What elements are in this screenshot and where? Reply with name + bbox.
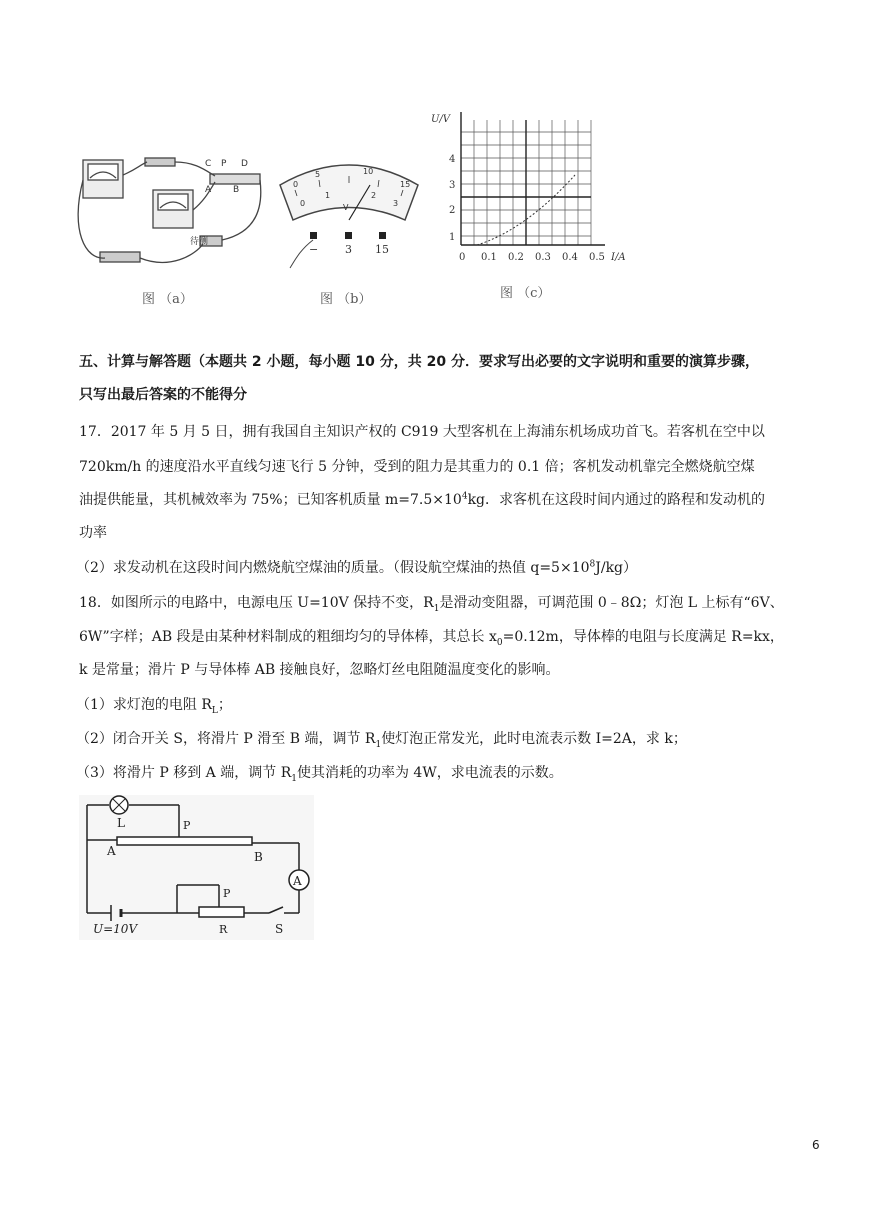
scale-label: 1 [325,191,331,200]
figure-a-caption: 图 （a） [142,292,193,307]
rheostat-label: R [219,923,228,936]
q17-part2-text: （2）求发动机在这段时间内燃烧航空煤油的质量。（假设航空煤油的热值 q=5×10 [76,560,590,576]
svg-text:C: C [205,159,212,169]
x-tick-label: 0 [459,252,466,263]
subscript: 0 [496,637,503,648]
slider-p1-label: P [223,887,231,900]
figure-c-caption: 图 （c） [500,286,551,301]
q17-line4: 功率 [79,525,107,541]
subscript: 1 [433,603,440,614]
scale-label: 0 [293,180,299,189]
section-heading-cont: 只写出最后答案的不能得分 [79,387,247,403]
exponent: 8 [589,559,596,570]
q18-text: （2）闭合开关 S，将滑片 P 滑至 B 端，调节 R [76,731,376,747]
scale-label: 3 [393,199,399,208]
y-tick-label: 2 [449,205,456,216]
subscript: 1 [375,739,382,750]
svg-text:A: A [205,185,212,195]
y-tick-label: 4 [449,154,456,165]
q17-line3-text: 油提供能量，其机械效率为 75%；已知客机质量 m=7.5×10 [79,492,462,508]
scale-label: 5 [315,170,321,179]
figure-b-voltmeter [275,150,423,285]
q18-text: ； [217,697,232,713]
svg-text:B: B [233,185,240,195]
voltage-label: U=10V [93,922,138,936]
q17-line1: 17．2017 年 5 月 5 日，拥有我国自主知识产权的 C919 大型客机在上海浦东机场成功首飞。若客机在空中以 [79,424,765,440]
scale-label: 10 [363,167,374,176]
figure-c-graph [425,110,635,280]
scale-label: 15 [400,180,411,189]
figure-b-caption: 图 （b） [320,292,372,307]
subscript: L [211,705,218,716]
q18-part1 [76,694,232,716]
q17-part2 [76,557,637,577]
lamp-label: L [117,816,125,830]
q17-line2: 720km/h 的速度沿水平直线匀速飞行 5 分钟，受到的阻力是其重力的 0.1 倍；客机发动机靠完全燃烧航空煤 [79,459,755,475]
q18-text: =0.12m，导体棒的电阻与长度满足 R=kx， [502,629,784,645]
q18-text: （3）将滑片 P 移到 A 端，调节 R [76,765,292,781]
q18-line3: k 是常量；滑片 P 与导体棒 AB 接触良好，忽略灯丝电阻随温度变化的影响。 [79,662,560,678]
q17-part2-text: J/kg） [595,560,638,576]
x-tick-label: 0.3 [535,252,551,263]
x-tick-label: 0.2 [508,252,524,263]
switch-label: S [275,922,284,936]
q17-line3-text: kg．求客机在这段时间内通过的路程和发动机的 [467,492,766,508]
circuit-diagram [79,795,314,940]
svg-text:待测: 待测 [190,237,209,247]
scale-label: 2 [371,191,377,200]
x-tick-label: 0.5 [589,252,605,263]
terminal-label: 15 [375,243,389,256]
page-number: 6 [812,1138,820,1152]
terminal-label: − [309,243,319,256]
y-axis-label: U/V [431,114,451,125]
q18-text: 6W”字样；AB 段是由某种材料制成的粗细均匀的导体棒，其总长 x [79,629,497,645]
q18-text: 是滑动变阻器，可调范围 0﹣8Ω；灯泡 L 上标有“6V、 [439,595,784,611]
subscript: 1 [291,773,297,784]
y-tick-label: 3 [449,180,456,191]
q18-text: 18．如图所示的电路中，电源电压 U=10V 保持不变，R [79,595,434,611]
terminal-label: 3 [345,243,352,256]
figure-a-apparatus [75,140,270,280]
q18-part2 [76,728,687,750]
svg-text:D: D [241,159,248,169]
y-tick-label: 1 [449,232,456,243]
x-tick-label: 0.4 [562,252,578,263]
end-a-label: A [107,844,116,858]
q17-line3 [79,489,765,509]
q18-part3 [76,762,563,784]
end-b-label: B [254,850,263,864]
ammeter-label: A [293,874,302,888]
slider-label: P [183,819,191,832]
svg-text:P: P [221,159,227,169]
scale-label: 0 [300,199,306,208]
x-axis-label: I/A [611,252,626,263]
q18-line2 [79,626,784,648]
q18-line1 [79,592,784,614]
exponent: 4 [461,491,468,502]
unit-label: V [343,203,349,212]
q18-text: 使灯泡正常发光，此时电流表示数 I=2A，求 k； [381,731,687,747]
q18-text: （1）求灯泡的电阻 R [76,697,212,713]
q18-text: 使其消耗的功率为 4W，求电流表的示数。 [296,765,563,781]
section-heading: 五、计算与解答题（本题共 2 小题，每小题 10 分，共 20 分．要求写出必要的文字说明和重要的演算步骤， [79,354,759,370]
x-tick-label: 0.1 [481,252,497,263]
